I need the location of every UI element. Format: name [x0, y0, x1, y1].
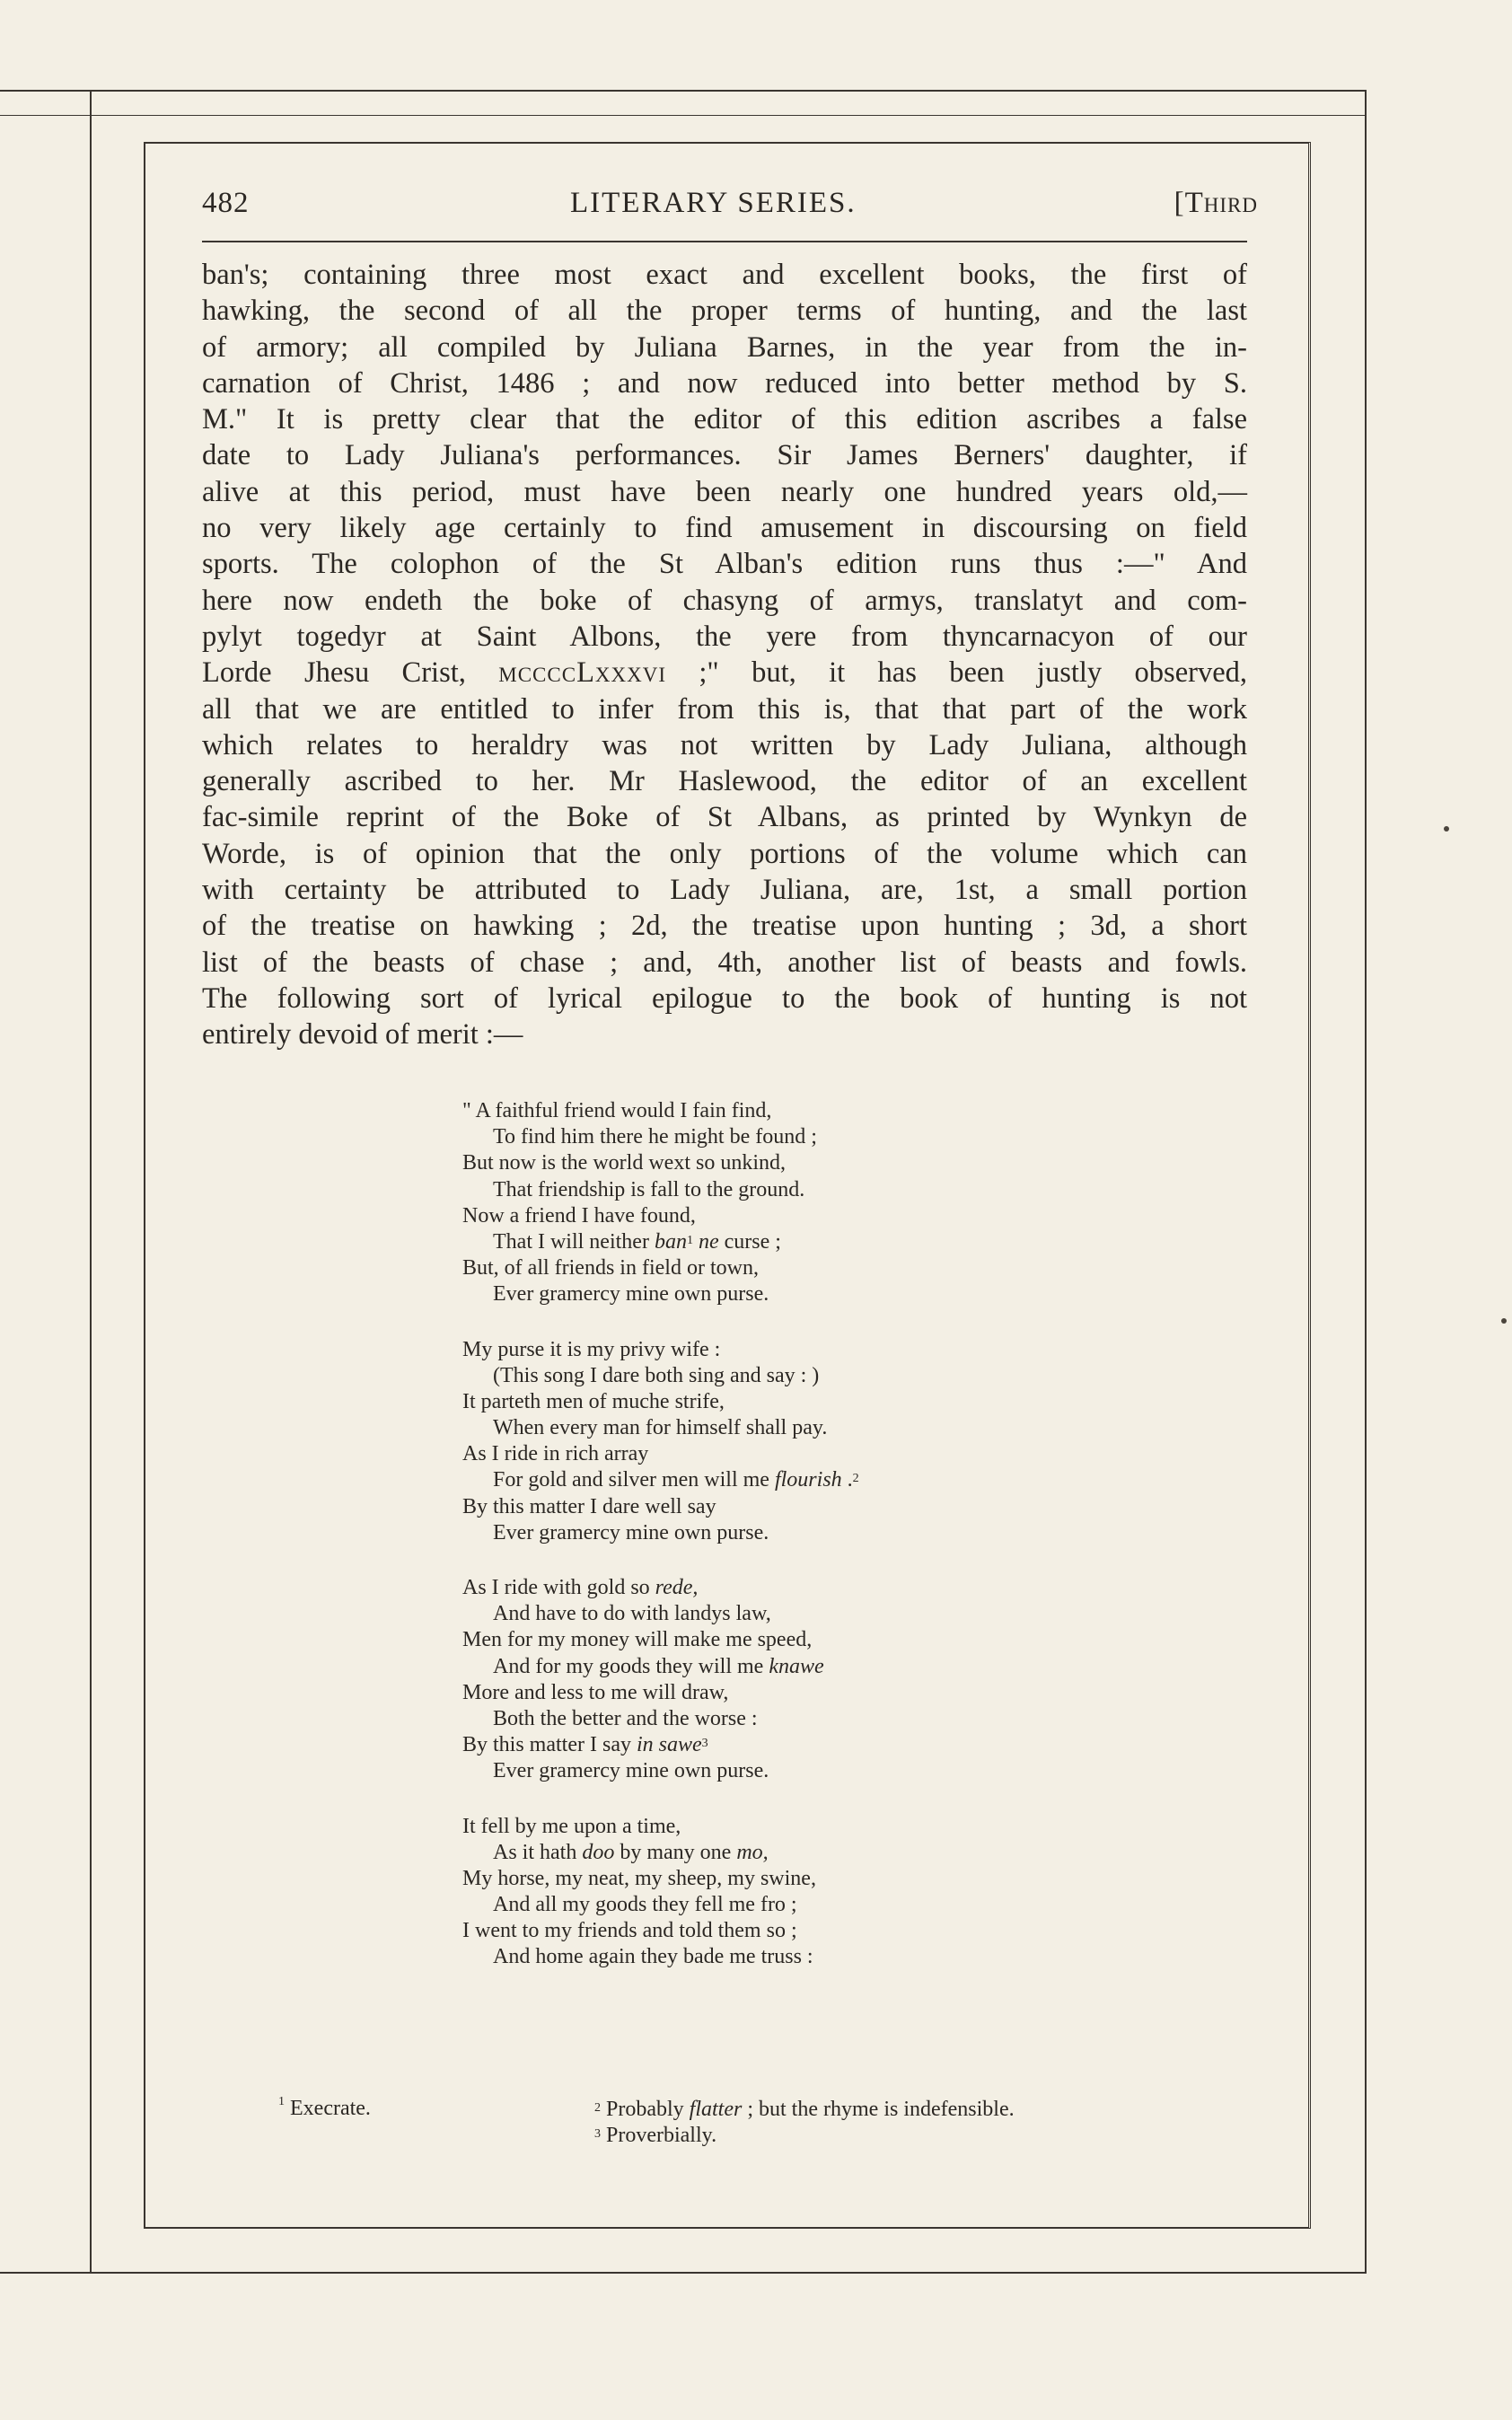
verse-line: (This song I dare both sing and say : ) — [493, 1363, 820, 1387]
text-line: no very likely age certainly to find amusement in discoursing on field — [202, 512, 1247, 545]
text-line: ban's; containing three most exact and excellent books, the first of — [202, 259, 1247, 291]
verse-line: Ever gramercy mine own purse. — [493, 1282, 769, 1307]
running-section: [Third — [1174, 187, 1258, 219]
text-line: sports. The colophon of the St Alban's edition runs thus :—" And — [202, 548, 1247, 581]
verse-line: For gold and silver men will me flourish .$^2$ — [493, 1468, 859, 1492]
verse-line: As I ride with gold so rede, — [462, 1576, 699, 1599]
body-text — [202, 257, 1247, 1053]
text-line: generally ascribed to her. Mr Haslewood, the editor of an excellent — [202, 765, 1247, 798]
verse-line: Men for my money will make me speed, — [462, 1628, 813, 1652]
footnote-1: $^1$ Execrate. — [278, 2095, 371, 2120]
text-line: of the treatise on hawking ; 2d, the treatise upon hunting ; 3d, a short — [202, 910, 1247, 943]
running-title: LITERARY SERIES. — [570, 187, 857, 219]
verse-line: As I ride in rich array — [462, 1442, 649, 1466]
footnote-ref: 3 — [701, 1737, 708, 1751]
margin-mark — [1501, 1318, 1507, 1324]
verse-line: By this matter I dare well say — [462, 1494, 716, 1518]
footnote-ref: 1 — [686, 1233, 693, 1247]
verse-line: When every man for himself shall pay. — [493, 1416, 828, 1440]
text-line: with certainty be attributed to Lady Juliana, are, 1st, a small portion — [202, 874, 1247, 907]
verse-line: It fell by me upon a time, — [462, 1814, 681, 1838]
verse-line: My horse, my neat, my sheep, my swine, — [462, 1866, 816, 1890]
text-line: carnation of Christ, 1486 ; and now reduced into better method by S. — [202, 366, 1247, 400]
verse-line: More and less to me will draw, — [462, 1680, 729, 1704]
footnote-3: $^3$ Proverbially. — [594, 2124, 717, 2147]
footnotes-right — [594, 2097, 1015, 2149]
text-line: date to Lady Juliana's performances. Sir James Berners' daughter, if — [202, 439, 1247, 472]
margin-mark — [1444, 826, 1449, 832]
verse-line: " A faithful friend would I fain find, — [462, 1099, 772, 1122]
verse-line: Now a friend I have found, — [462, 1203, 696, 1228]
verse-line: My purse it is my privy wife : — [462, 1337, 721, 1361]
running-head — [202, 187, 1258, 232]
footnote-ref: 2 — [852, 1472, 859, 1486]
text-line: pylyt togedyr at Saint Albons, the yere from thyncarnacyon of our — [202, 620, 1247, 653]
verse-line: And home again they bade me truss : — [493, 1945, 813, 1969]
text-line: alive at this period, must have been nearly one hundred years old,— — [202, 475, 1247, 508]
verse-block — [462, 1098, 1019, 1971]
verse-line: But now is the world wext so unkind, — [462, 1151, 786, 1175]
verse-line: It parteth men of muche strife, — [462, 1389, 725, 1413]
text-line: The following sort of lyrical epilogue to the book of hunting is not — [202, 981, 1247, 1015]
verse-line: To find him there he might be found ; — [493, 1125, 817, 1149]
roman-date: mccccLxxxvi — [498, 656, 667, 690]
text-line: Lorde Jhesu Crist, mccccLxxxvi ;" but, it has been justly observed, — [202, 656, 1247, 690]
verse-line: By this matter I say in sawe$^3$ — [462, 1733, 708, 1757]
verse-line: But, of all friends in field or town, — [462, 1256, 759, 1280]
text-line: Worde, is of opinion that the only portions of the volume which can — [202, 837, 1247, 870]
verse-line: That I will neither ban$^1$ ne curse ; — [493, 1229, 781, 1254]
text-line: fac-simile reprint of the Boke of St Albans, as printed by Wynkyn de — [202, 801, 1247, 834]
verse-line: That friendship is fall to the ground. — [493, 1177, 805, 1201]
text-line: list of the beasts of chase ; and, 4th, another list of beasts and fowls. — [202, 946, 1247, 979]
text-line: of armory; all compiled by Juliana Barnes, in the year from the in- — [202, 330, 1247, 364]
verse-line: As it hath doo by many one mo, — [493, 1840, 769, 1864]
footnote-2: $^2$ Probably flatter ; but the rhyme is indefensible. — [594, 2098, 1015, 2121]
verse-line: I went to my friends and told them so ; — [462, 1919, 797, 1943]
verse-line: Ever gramercy mine own purse. — [493, 1520, 769, 1544]
text-line: here now endeth the boke of chasyng of armys, translatyt and com- — [202, 584, 1247, 617]
verse-line: Both the better and the worse : — [493, 1706, 758, 1730]
verse-line: Ever gramercy mine own purse. — [493, 1759, 769, 1783]
text-line: all that we are entitled to infer from this is, that that part of the work — [202, 692, 1247, 726]
header-rule — [202, 241, 1247, 242]
verse-line: And have to do with landys law, — [493, 1602, 771, 1626]
text-line: which relates to heraldry was not written by Lady Juliana, although — [202, 728, 1247, 761]
text-line: hawking, the second of all the proper terms of hunting, and the last — [202, 295, 1247, 328]
verse-line: And for my goods they will me knawe — [493, 1654, 824, 1678]
text-line: entirely devoid of merit :— — [202, 1018, 523, 1052]
text-line: M." It is pretty clear that the editor of this edition ascribes a false — [202, 403, 1247, 436]
page-number: 482 — [202, 187, 250, 219]
verse-line: And all my goods they fell me fro ; — [493, 1893, 797, 1917]
